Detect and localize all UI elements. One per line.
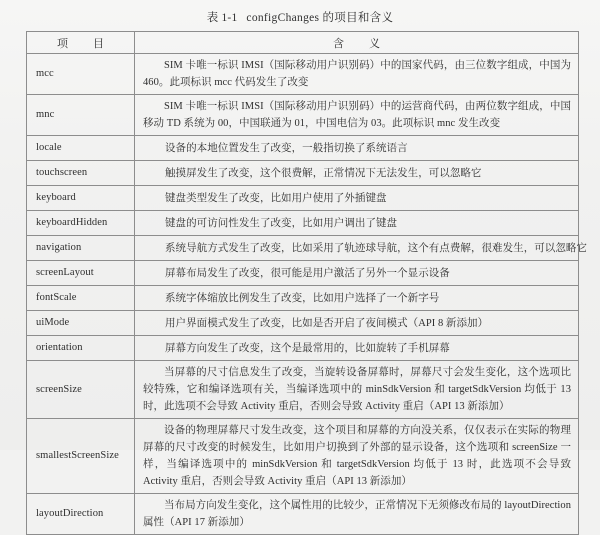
cell-meaning: SIM 卡唯一标识 IMSI（国际移动用户识别码）中的运营商代码，由两位数字组成，中国移动 TD 系统为 00，中国联通为 01，中国电信为 03。此项标识 mnc 发生改变: [135, 95, 579, 136]
table-row: [27, 236, 579, 261]
cell-item: orientation: [27, 336, 135, 361]
cell-meaning: 键盘的可访问性发生了改变，比如用户调出了键盘: [135, 211, 579, 236]
cell-meaning: 当屏幕的尺寸信息发生了改变，当旋转设备屏幕时，屏幕尺寸会发生变化，这个选项比较特殊，它和编译选项有关，当编译选项中的 minSdkVersion 和 targetSdkVersion 均低于 13 时，此选项不会导致 Activity 重启，否则会导致 Activity 重启（API 13 新添加）: [135, 361, 579, 419]
table-row: [27, 494, 579, 535]
table-row: [27, 361, 579, 419]
cell-item: fontScale: [27, 286, 135, 311]
table-row: [27, 261, 579, 286]
cell-item: touchscreen: [27, 161, 135, 186]
column-header-meaning: 含 义: [135, 32, 579, 54]
cell-item: locale: [27, 136, 135, 161]
column-header-item: 项 目: [27, 32, 135, 54]
cell-meaning: 系统字体缩放比例发生了改变，比如用户选择了一个新字号: [135, 286, 579, 311]
cell-item: keyboardHidden: [27, 211, 135, 236]
cell-item: layoutDirection: [27, 494, 135, 535]
table-body: [27, 54, 587, 535]
cell-item: smallestScreenSize: [27, 419, 135, 494]
cell-meaning: 键盘类型发生了改变，比如用户使用了外插键盘: [135, 186, 579, 211]
config-changes-table: [26, 31, 587, 535]
table-row: [27, 95, 579, 136]
config-changes-table-wrapper: [26, 31, 587, 535]
cell-item: uiMode: [27, 311, 135, 336]
cell-meaning: 屏幕布局发生了改变，很可能是用户激活了另外一个显示设备: [135, 261, 579, 286]
table-caption: [0, 9, 600, 25]
cell-item: mcc: [27, 54, 135, 95]
cell-meaning: 设备的本地位置发生了改变，一般指切换了系统语言: [135, 136, 579, 161]
cell-item: screenSize: [27, 361, 135, 419]
table-header: [27, 32, 579, 54]
cell-item: keyboard: [27, 186, 135, 211]
cell-meaning: 当布局方向发生变化，这个属性用的比较少，正常情况下无须修改布局的 layoutDirection 属性（API 17 新添加）: [135, 494, 579, 535]
cell-meaning: 设备的物理屏幕尺寸发生改变，这个项目和屏幕的方向没关系，仅仅表示在实际的物理屏幕的尺寸改变的时候发生，比如用户切换到了外部的显示设备，这个选项和 screenSize 一样，当编译选项中的 minSdkVersion 和 targetSdkVersion 均低于 13 时，此选项不会导致 Activity 重启，否则会导致 Activity 重启（API 13 新添加）: [135, 419, 579, 494]
cell-item: navigation: [27, 236, 135, 261]
table-row: [27, 186, 579, 211]
cell-item: screenLayout: [27, 261, 135, 286]
table-row: [27, 336, 579, 361]
cell-meaning: 屏幕方向发生了改变，这个是最常用的，比如旋转了手机屏幕: [135, 336, 579, 361]
table-row: [27, 286, 579, 311]
table-row: [27, 54, 579, 95]
table-row: [27, 136, 579, 161]
table-row: [27, 419, 579, 494]
table-row: [27, 161, 579, 186]
cell-item: mnc: [27, 95, 135, 136]
cell-meaning: 触摸屏发生了改变，这个很费解，正常情况下无法发生，可以忽略它: [135, 161, 579, 186]
cell-meaning: 用户界面模式发生了改变，比如是否开启了夜间模式（API 8 新添加）: [135, 311, 579, 336]
table-header-row: [27, 32, 579, 54]
table-row: [27, 311, 579, 336]
cell-meaning: 系统导航方式发生了改变，比如采用了轨迹球导航，这个有点费解，很难发生，可以忽略它: [135, 236, 579, 261]
table-caption-text: configChanges 的项目和含义: [246, 12, 394, 24]
table-row: [27, 211, 579, 236]
table-caption-number: 表 1-1: [206, 12, 238, 24]
cell-meaning: SIM 卡唯一标识 IMSI（国际移动用户识别码）中的国家代码，由三位数字组成，中国为 460。此项标识 mcc 代码发生了改变: [135, 54, 579, 95]
